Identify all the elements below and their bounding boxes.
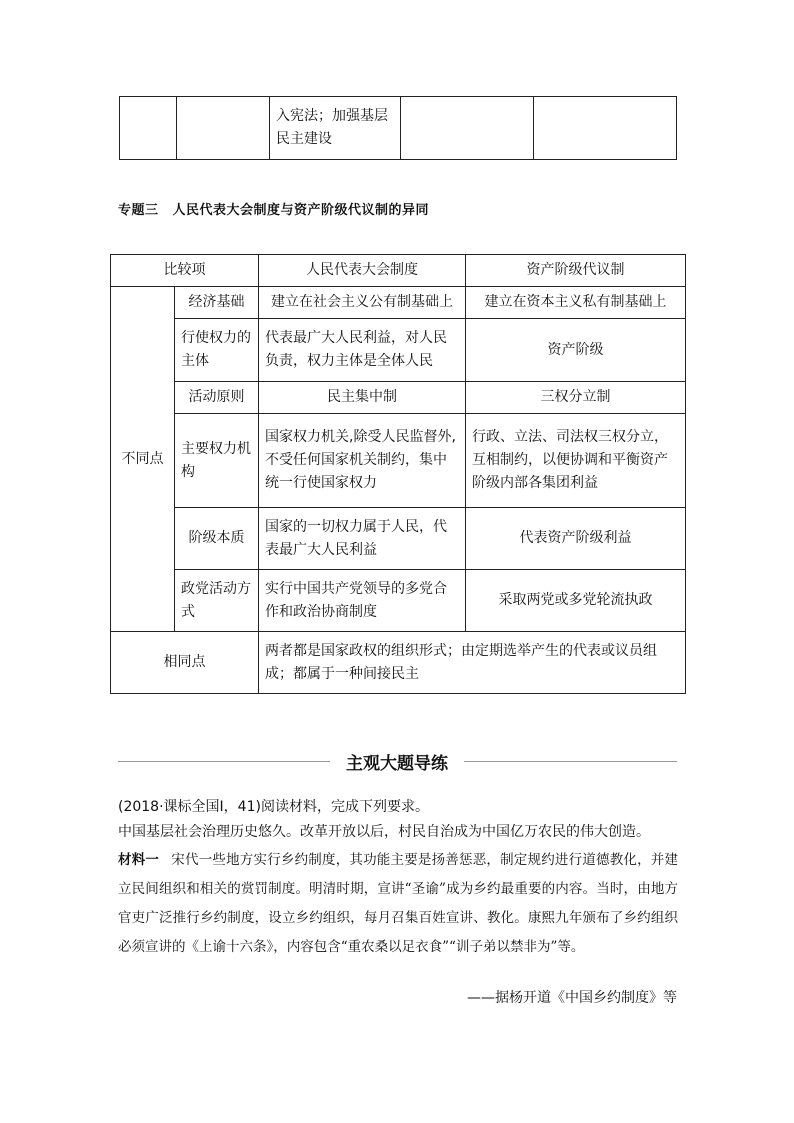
bourgeois-cell: 行政、立法、司法权三权分立，互相制约，以便协调和平衡资产阶级内部各集团利益 bbox=[466, 414, 686, 508]
guide-title: 主观大题导练 bbox=[346, 754, 448, 774]
material-citation: ——据杨开道《中国乡约制度》等 bbox=[467, 990, 677, 1006]
bourgeois-cell: 代表资产阶级利益 bbox=[466, 508, 686, 570]
bourgeois-cell: 采取两党或多党轮流执政 bbox=[466, 570, 686, 632]
same-text: 两者都是国家政权的组织形式；由定期选举产生的代表或议员组成；都属于一种间接民主 bbox=[259, 632, 686, 694]
section-title bbox=[118, 199, 429, 218]
bourgeois-cell: 建立在资本主义私有制基础上 bbox=[466, 287, 686, 319]
table-row bbox=[111, 414, 686, 508]
item-cell: 政党活动方式 bbox=[175, 570, 259, 632]
bourgeois-cell: 资产阶级 bbox=[466, 319, 686, 382]
item-cell: 行使权力的主体 bbox=[175, 319, 259, 382]
item-cell: 经济基础 bbox=[175, 287, 259, 319]
npc-cell: 建立在社会主义公有制基础上 bbox=[259, 287, 466, 319]
continuation-table bbox=[119, 96, 677, 160]
header-cell: 资产阶级代议制 bbox=[466, 255, 686, 287]
question-intro: 中国基层社会治理历史悠久。改革开放以后，村民自治成为中国亿万农民的伟大创造。 bbox=[118, 824, 650, 840]
diff-label: 不同点 bbox=[111, 287, 175, 632]
same-label: 相同点 bbox=[111, 632, 259, 694]
comparison-table bbox=[110, 254, 686, 694]
material-block bbox=[118, 846, 678, 962]
item-cell: 阶级本质 bbox=[175, 508, 259, 570]
table-cell: 入宪法；加强基层民主建设 bbox=[270, 97, 401, 160]
bourgeois-cell: 三权分立制 bbox=[466, 382, 686, 414]
item-cell: 活动原则 bbox=[175, 382, 259, 414]
header-cell: 人民代表大会制度 bbox=[259, 255, 466, 287]
table-header-row bbox=[111, 255, 686, 287]
table-row bbox=[120, 97, 677, 160]
npc-cell: 国家的一切权力属于人民，代表最广大人民利益 bbox=[259, 508, 466, 570]
npc-cell: 代表最广大人民利益，对人民负责，权力主体是全体人民 bbox=[259, 319, 466, 382]
table-row bbox=[111, 287, 686, 319]
table-cell bbox=[534, 97, 677, 160]
table-cell bbox=[177, 97, 270, 160]
npc-cell: 实行中国共产党领导的多党合作和政治协商制度 bbox=[259, 570, 466, 632]
header-cell: 比较项 bbox=[111, 255, 259, 287]
table-cell bbox=[120, 97, 177, 160]
material-label: 材料一 bbox=[118, 852, 160, 868]
item-cell: 主要权力机构 bbox=[175, 414, 259, 508]
question-source: (2018·课标全国Ⅰ，41)阅读材料，完成下列要求。 bbox=[118, 799, 429, 815]
table-row bbox=[111, 382, 686, 414]
table-row bbox=[111, 319, 686, 382]
npc-cell: 民主集中制 bbox=[259, 382, 466, 414]
section-heading: 人民代表大会制度与资产阶级代议制的异同 bbox=[172, 203, 430, 218]
material-text: 宋代一些地方实行乡约制度，其功能主要是扬善惩恶，制定规约进行道德教化，并建立民间组织和相关的赏罚制度。明清时期，宣讲“圣谕”成为乡约最重要的内容。当时，由地方官吏广泛推行乡约制度，设立乡约组织，每月召集百姓宣讲、教化。康熙九年颁布了乡约组织必须宣讲的《上谕十六条》，内容包含“重农桑以足衣食”“训子弟以禁非为”等。 bbox=[118, 852, 679, 955]
table-row bbox=[111, 632, 686, 694]
section-prefix: 专题三 bbox=[118, 203, 159, 218]
divider-left bbox=[118, 761, 330, 762]
table-row bbox=[111, 570, 686, 632]
npc-cell: 国家权力机关,除受人民监督外,不受任何国家机关制约，集中统一行使国家权力 bbox=[259, 414, 466, 508]
divider-right bbox=[464, 761, 677, 762]
table-cell bbox=[401, 97, 534, 160]
table-row bbox=[111, 508, 686, 570]
